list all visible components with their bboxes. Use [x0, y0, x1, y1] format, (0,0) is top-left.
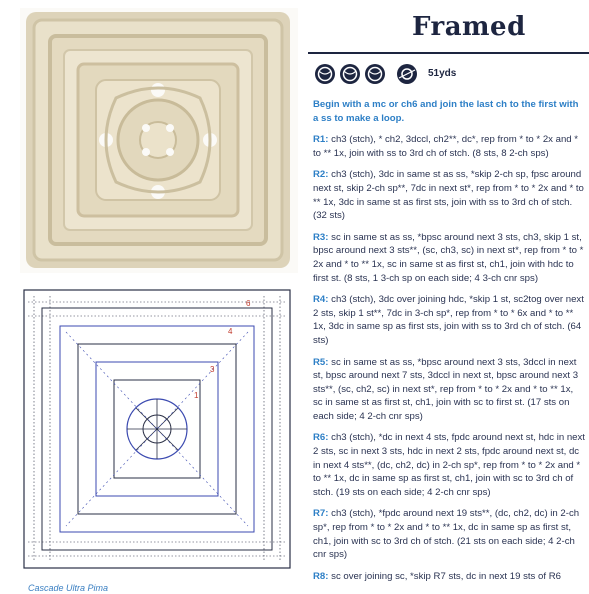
row-instruction	[313, 133, 585, 160]
row-label: R2:	[313, 169, 329, 181]
row-instruction	[313, 507, 585, 561]
row-instruction	[313, 231, 585, 285]
crochet-square-photo	[20, 8, 298, 273]
yarn-caption: Cascade Ultra Pima	[28, 583, 109, 593]
row-instruction	[313, 570, 585, 584]
row-label: R8:	[313, 570, 329, 582]
row-text: ch3 (stch), 3dc over joining hdc, *skip 1 st, sc2tog over next 2 sts, skip 1 st**, 7dc in 3-ch sp*, rep from * to * 6x and * to ** 1x, 3dc in same sp as first sts, join with ss to 3rd ch of stch. (64 sts)	[313, 294, 584, 346]
yarn-weight-icon	[396, 63, 418, 85]
skill-yarn-ball-icon	[339, 63, 361, 85]
skill-yarn-ball-icon	[364, 63, 386, 85]
row-instruction	[313, 168, 585, 222]
row-text: sc in same st as ss, *bpsc around next 3 sts, ch3, skip 1 st, bpsc around next 3 sts**, (sc, ch3, sc) in next st*, rep from * to * 2x and * to ** 1x, sc in same st as first st, ch1, join with hdc to first st. (8 sts, 1 3-ch sp on each side; 4 3-ch cnr sps)	[313, 231, 584, 284]
row-instruction	[313, 431, 585, 499]
row-instruction	[313, 356, 585, 424]
svg-text:3: 3	[210, 365, 215, 374]
svg-text:1: 1	[194, 391, 199, 400]
intro-text: Begin with a mc or ch6 and join the last ch to the first with a ss to make a loop.	[313, 99, 579, 124]
crochet-chart-diagram	[14, 282, 300, 582]
pattern-instructions	[313, 98, 585, 591]
svg-text:4: 4	[228, 327, 233, 336]
pattern-title: Framed	[412, 12, 526, 42]
skill-yarn-ball-icon	[314, 63, 336, 85]
row-text: ch3 (stch), *dc in next 4 sts, fpdc around next st, hdc in next 2 sts, sc in next 3 sts, hdc in next 2 sts, fpdc around next st, dc in next 4 sts**, (dc, ch2, dc) in 2-ch sp*, rep from * to * 2x and * to ** 1x, dc in same sp as first st, ch1, join with sc to 3rd ch of stch. (19 sts on each side; 4 2-ch cnr sps)	[313, 432, 585, 498]
row-text: ch3 (stch), 3dc in same st as ss, *skip 2-ch sp, fpsc around next st, skip 2-ch sp**, 7dc in next st*, rep from * to * 2x and * to ** 1x, 3dc in same st as first sts, join with ss to 3rd ch of stch. (32 sts)	[313, 169, 584, 222]
row-label: R3:	[313, 231, 329, 243]
row-text: sc in same st as ss, *bpsc around next 3 sts, 3dccl in next st, bpsc around next 7 sts, 3dccl in next st, bpsc around next 3 sts**, (sc, ch2, sc) in next st*, rep from * to * 2x and * to ** 1x, sc in same st as first st, ch1, join with sc to first st. (17 sts on each side; 4 2-ch cnr sps)	[313, 356, 579, 422]
row-label: R5:	[313, 356, 329, 368]
row-text: ch3 (stch), *fpdc around next 19 sts**, (dc, ch2, dc) in 2-ch sp*, rep from * to * 2x and * to ** 1x, dc in same sp as first st, ch1, join with sc to 3rd ch of stch. (21 sts on each side; 4 2-ch cnr sps)	[313, 508, 580, 561]
row-label: R6:	[313, 432, 329, 444]
row-instruction	[313, 293, 585, 347]
row-label: R4:	[313, 294, 329, 306]
yarn-amount: 51yds	[428, 68, 457, 79]
row-text: ch3 (stch), * ch2, 3dccl, ch2**, dc*, rep from * to * 2x and * to ** 1x, join with ss to 3rd ch of stch. (8 sts, 8 2-ch sps)	[313, 134, 579, 159]
svg-text:6: 6	[246, 299, 251, 308]
row-label: R1:	[313, 134, 329, 146]
row-label: R7:	[313, 508, 329, 520]
row-text: sc over joining sc, *skip R7 sts, dc in next 19 sts of R6	[331, 570, 561, 582]
title-divider	[308, 52, 589, 54]
